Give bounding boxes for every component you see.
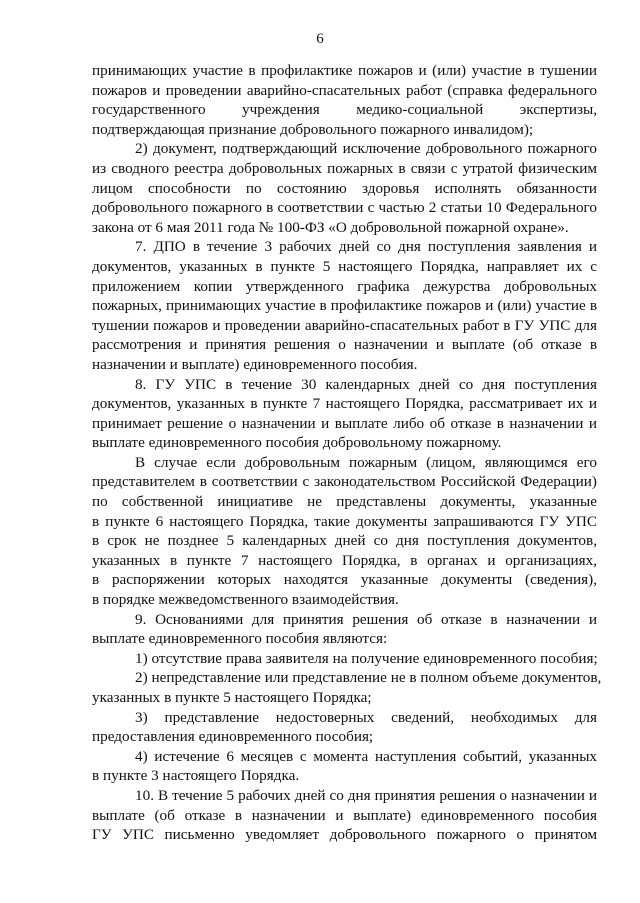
text-line: 7. ДПО в течение 3 рабочих дней со дня поступления заявления и (135, 238, 597, 256)
text-line: принимающих участие в профилактике пожаров и (или) участие в тушении (92, 62, 597, 79)
text-line: пожарных, принимающих участие в профилактике пожаров и (или) участие в (92, 297, 597, 315)
text-line: в распоряжении которых находятся указанные документы (сведения), (92, 571, 597, 589)
text-line: 10. В течение 5 рабочих дней со дня принятия решения о назначении и (135, 786, 597, 804)
text-line: в срок не позднее 5 календарных дней со дня поступления документов, (92, 532, 597, 550)
text-line: закона от 6 мая 2011 года № 100-ФЗ «О добровольной пожарной охране». (92, 218, 569, 236)
text-line: добровольного пожарного в соответствии с частью 2 статьи 10 Федерального (92, 199, 597, 217)
text-line: 8. ГУ УПС в течение 30 календарных дней со дня поступления (135, 375, 597, 393)
text-line: ГУ УПС письменно уведомляет добровольного пожарного о принятом (92, 826, 597, 844)
text-line: указанных в пункте 5 настоящего Порядка; (92, 689, 372, 706)
text-line: по собственной инициативе не представлены документы, указанные (92, 493, 597, 511)
text-line: приложением копии утвержденного графика дежурства добровольных (92, 277, 597, 295)
text-line: 2) непредставление или представление не в полном объеме документов, (135, 669, 602, 687)
text-line: из сводного реестра добровольных пожарных в связи с утратой физическим (92, 159, 597, 177)
text-line: в пункте 6 настоящего Порядка, такие документы запрашиваются ГУ УПС (92, 512, 597, 530)
text-line: документов, указанных в пункте 5 настоящего Порядка, направляет их с (92, 257, 597, 275)
text-line: 9. Основаниями для принятия решения об отказе в назначении и (135, 610, 597, 628)
text-line: в порядке межведомственного взаимодействия. (92, 591, 399, 609)
text-line: указанных в пункте 7 настоящего Порядка, в органах и организациях, (92, 551, 597, 569)
text-line: пожаров и проведении аварийно-спасательных работ (справка федерального (92, 81, 597, 99)
document-body (92, 61, 602, 845)
text-line: лицом способности по состоянию здоровья исполнять обязанности (92, 179, 597, 197)
text-line: назначении и выплате) единовременного пособия. (92, 355, 418, 373)
text-line: В случае если добровольным пожарным (лицом, являющимся его (135, 453, 597, 471)
text-line: 1) отсутствие права заявителя на получение единовременного пособия; (135, 649, 598, 667)
text-line: 4) истечение 6 месяцев с момента наступления событий, указанных (135, 747, 597, 765)
text-line: 3) представление недостоверных сведений, необходимых для (135, 708, 597, 726)
text-line: представителем в соответствии с законодательством Российской Федерации) (92, 473, 597, 491)
text-line: предоставления единовременного пособия; (92, 728, 374, 746)
text-line: принимает решение о назначении и выплате либо об отказе в назначении и (92, 414, 597, 432)
text-line: государственного учреждения медико-социальной экспертизы, (92, 101, 597, 119)
text-line: документов, указанных в пункте 7 настоящего Порядка, рассматривает их и (92, 395, 597, 413)
text-line: выплате единовременного пособия добровольному пожарному. (92, 434, 502, 452)
page-number: 6 (316, 31, 324, 47)
text-line: выплате (об отказе в назначении и выплате) единовременного пособия (92, 806, 597, 824)
text-line: рассмотрения и принятия решения о назначении и выплате (об отказе в (92, 336, 597, 354)
text-line: 2) документ, подтверждающий исключение добровольного пожарного (135, 140, 597, 158)
text-line: в пункте 3 настоящего Порядка. (92, 767, 300, 785)
text-line: тушении пожаров и проведении аварийно-спасательных работ в ГУ УПС для (92, 316, 597, 334)
text-line: выплате единовременного пособия являются: (92, 630, 388, 648)
text-line: подтверждающая признание добровольного пожарного инвалидом); (92, 120, 534, 138)
